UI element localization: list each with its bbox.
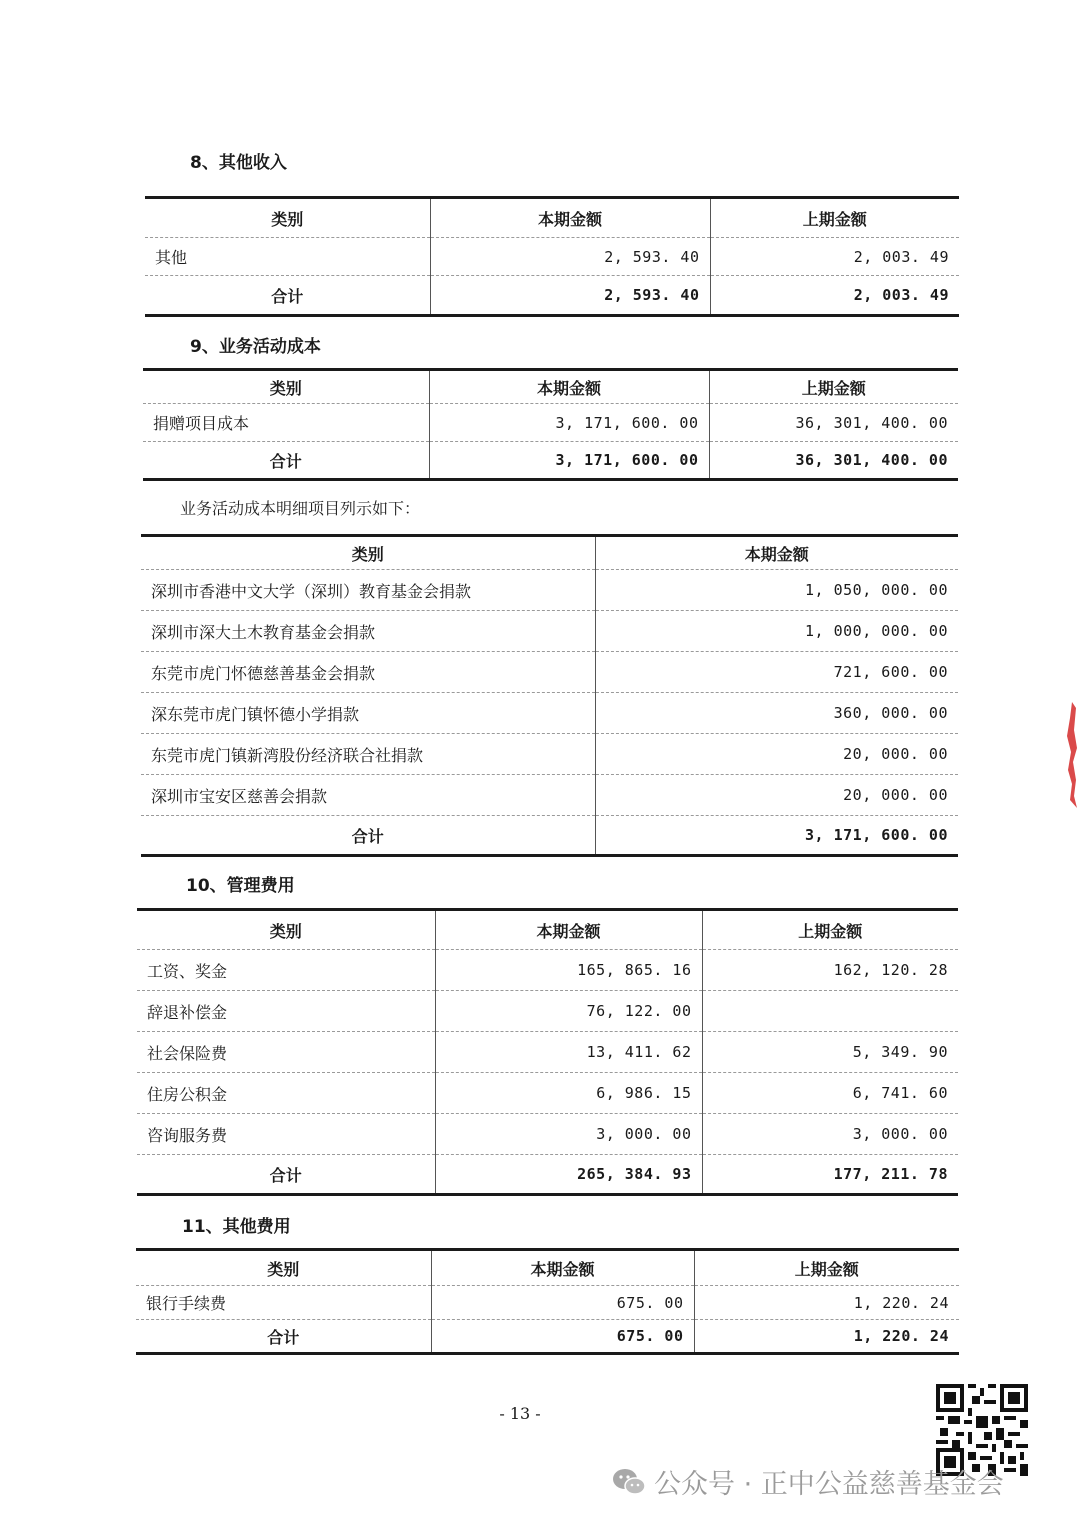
table-row xyxy=(137,950,958,991)
table-row xyxy=(141,570,958,611)
col-header-category: 类别 xyxy=(136,1250,431,1286)
row-previous-amount: 36, 301, 400. 00 xyxy=(709,404,958,442)
row-label: 工资、奖金 xyxy=(137,950,435,991)
watermark xyxy=(612,1462,1004,1501)
table-business-cost-detail xyxy=(141,534,958,857)
total-previous-amount: 2, 003. 49 xyxy=(710,276,959,316)
row-current-amount: 3, 000. 00 xyxy=(435,1114,702,1155)
total-row xyxy=(136,1320,959,1354)
total-previous-amount: 177, 211. 78 xyxy=(702,1155,958,1195)
row-current-amount: 20, 000. 00 xyxy=(595,734,958,775)
table-row xyxy=(143,404,958,442)
section-heading-admin-expense: 10、管理费用 xyxy=(186,876,295,896)
total-label: 合计 xyxy=(269,1165,302,1185)
col-header-current: 本期金额 xyxy=(431,1250,694,1286)
detail-note: 业务活动成本明细项目列示如下： xyxy=(180,499,421,518)
row-current-amount: 6, 986. 15 xyxy=(435,1073,702,1114)
table-row xyxy=(137,1114,958,1155)
total-label: 合计 xyxy=(271,286,304,306)
col-header-previous: 上期金额 xyxy=(702,910,958,950)
col-header-previous: 上期金额 xyxy=(694,1250,959,1286)
table-row xyxy=(136,1286,959,1320)
table-admin-expense xyxy=(137,908,958,1196)
table-business-cost xyxy=(143,368,958,481)
row-label: 咨询服务费 xyxy=(137,1114,435,1155)
total-label: 合计 xyxy=(267,1327,300,1347)
row-label: 深圳市宝安区慈善会捐款 xyxy=(141,775,595,816)
row-current-amount: 3, 171, 600. 00 xyxy=(429,404,709,442)
table-row xyxy=(141,775,958,816)
row-label: 住房公积金 xyxy=(137,1073,435,1114)
wechat-icon xyxy=(612,1467,646,1497)
total-label: 合计 xyxy=(351,826,384,846)
col-header-current: 本期金额 xyxy=(435,910,702,950)
table-other-income xyxy=(145,196,959,317)
col-header-category: 类别 xyxy=(141,536,595,570)
row-current-amount: 721, 600. 00 xyxy=(595,652,958,693)
col-header-category: 类别 xyxy=(145,198,430,238)
col-header-previous: 上期金额 xyxy=(710,198,959,238)
col-header-previous: 上期金额 xyxy=(709,370,958,404)
section-heading-business-cost: 9、业务活动成本 xyxy=(190,337,321,357)
col-header-current: 本期金额 xyxy=(429,370,709,404)
row-label: 深圳市深大土木教育基金会捐款 xyxy=(141,611,595,652)
row-label: 其他 xyxy=(145,238,430,276)
row-label: 东莞市虎门镇新湾股份经济联合社捐款 xyxy=(141,734,595,775)
total-current-amount: 265, 384. 93 xyxy=(435,1155,702,1195)
row-current-amount: 1, 050, 000. 00 xyxy=(595,570,958,611)
row-previous-amount: 162, 120. 28 xyxy=(702,950,958,991)
total-previous-amount: 36, 301, 400. 00 xyxy=(709,442,958,480)
row-label: 银行手续费 xyxy=(136,1286,431,1320)
row-current-amount: 360, 000. 00 xyxy=(595,693,958,734)
table-row xyxy=(141,693,958,734)
table-row xyxy=(141,734,958,775)
row-previous-amount xyxy=(702,991,958,1032)
row-current-amount: 165, 865. 16 xyxy=(435,950,702,991)
row-previous-amount: 5, 349. 90 xyxy=(702,1032,958,1073)
table-other-expense xyxy=(136,1248,959,1355)
page-number: - 13 - xyxy=(499,1404,541,1423)
total-current-amount: 2, 593. 40 xyxy=(430,276,710,316)
table-row xyxy=(137,1073,958,1114)
row-label: 东莞市虎门怀德慈善基金会捐款 xyxy=(141,652,595,693)
total-current-amount: 3, 171, 600. 00 xyxy=(429,442,709,480)
row-current-amount: 2, 593. 40 xyxy=(430,238,710,276)
row-label: 捐赠项目成本 xyxy=(143,404,429,442)
total-row xyxy=(143,442,958,480)
total-row xyxy=(141,816,958,856)
table-row xyxy=(141,611,958,652)
watermark-text: 公众号 · 正中公益慈善基金会 xyxy=(654,1469,1004,1500)
table-row xyxy=(137,991,958,1032)
row-previous-amount: 3, 000. 00 xyxy=(702,1114,958,1155)
row-label: 深圳市香港中文大学（深圳）教育基金会捐款 xyxy=(141,570,595,611)
seal-stamp-fragment xyxy=(1062,700,1078,810)
total-previous-amount: 1, 220. 24 xyxy=(694,1320,959,1354)
total-row xyxy=(145,276,959,316)
total-current-amount: 3, 171, 600. 00 xyxy=(595,816,958,856)
total-row xyxy=(137,1155,958,1195)
row-current-amount: 20, 000. 00 xyxy=(595,775,958,816)
row-current-amount: 13, 411. 62 xyxy=(435,1032,702,1073)
table-row xyxy=(141,652,958,693)
table-row xyxy=(137,1032,958,1073)
row-previous-amount: 1, 220. 24 xyxy=(694,1286,959,1320)
row-previous-amount: 2, 003. 49 xyxy=(710,238,959,276)
col-header-current: 本期金额 xyxy=(430,198,710,238)
row-label: 辞退补偿金 xyxy=(137,991,435,1032)
row-current-amount: 1, 000, 000. 00 xyxy=(595,611,958,652)
col-header-category: 类别 xyxy=(137,910,435,950)
section-heading-other-expense: 11、其他费用 xyxy=(182,1217,291,1237)
row-label: 深东莞市虎门镇怀德小学捐款 xyxy=(141,693,595,734)
row-previous-amount: 6, 741. 60 xyxy=(702,1073,958,1114)
col-header-category: 类别 xyxy=(143,370,429,404)
row-current-amount: 675. 00 xyxy=(431,1286,694,1320)
row-label: 社会保险费 xyxy=(137,1032,435,1073)
total-current-amount: 675. 00 xyxy=(431,1320,694,1354)
section-heading-other-income: 8、其他收入 xyxy=(190,153,287,173)
table-row xyxy=(145,238,959,276)
row-current-amount: 76, 122. 00 xyxy=(435,991,702,1032)
total-label: 合计 xyxy=(269,451,302,471)
col-header-current: 本期金额 xyxy=(595,536,958,570)
